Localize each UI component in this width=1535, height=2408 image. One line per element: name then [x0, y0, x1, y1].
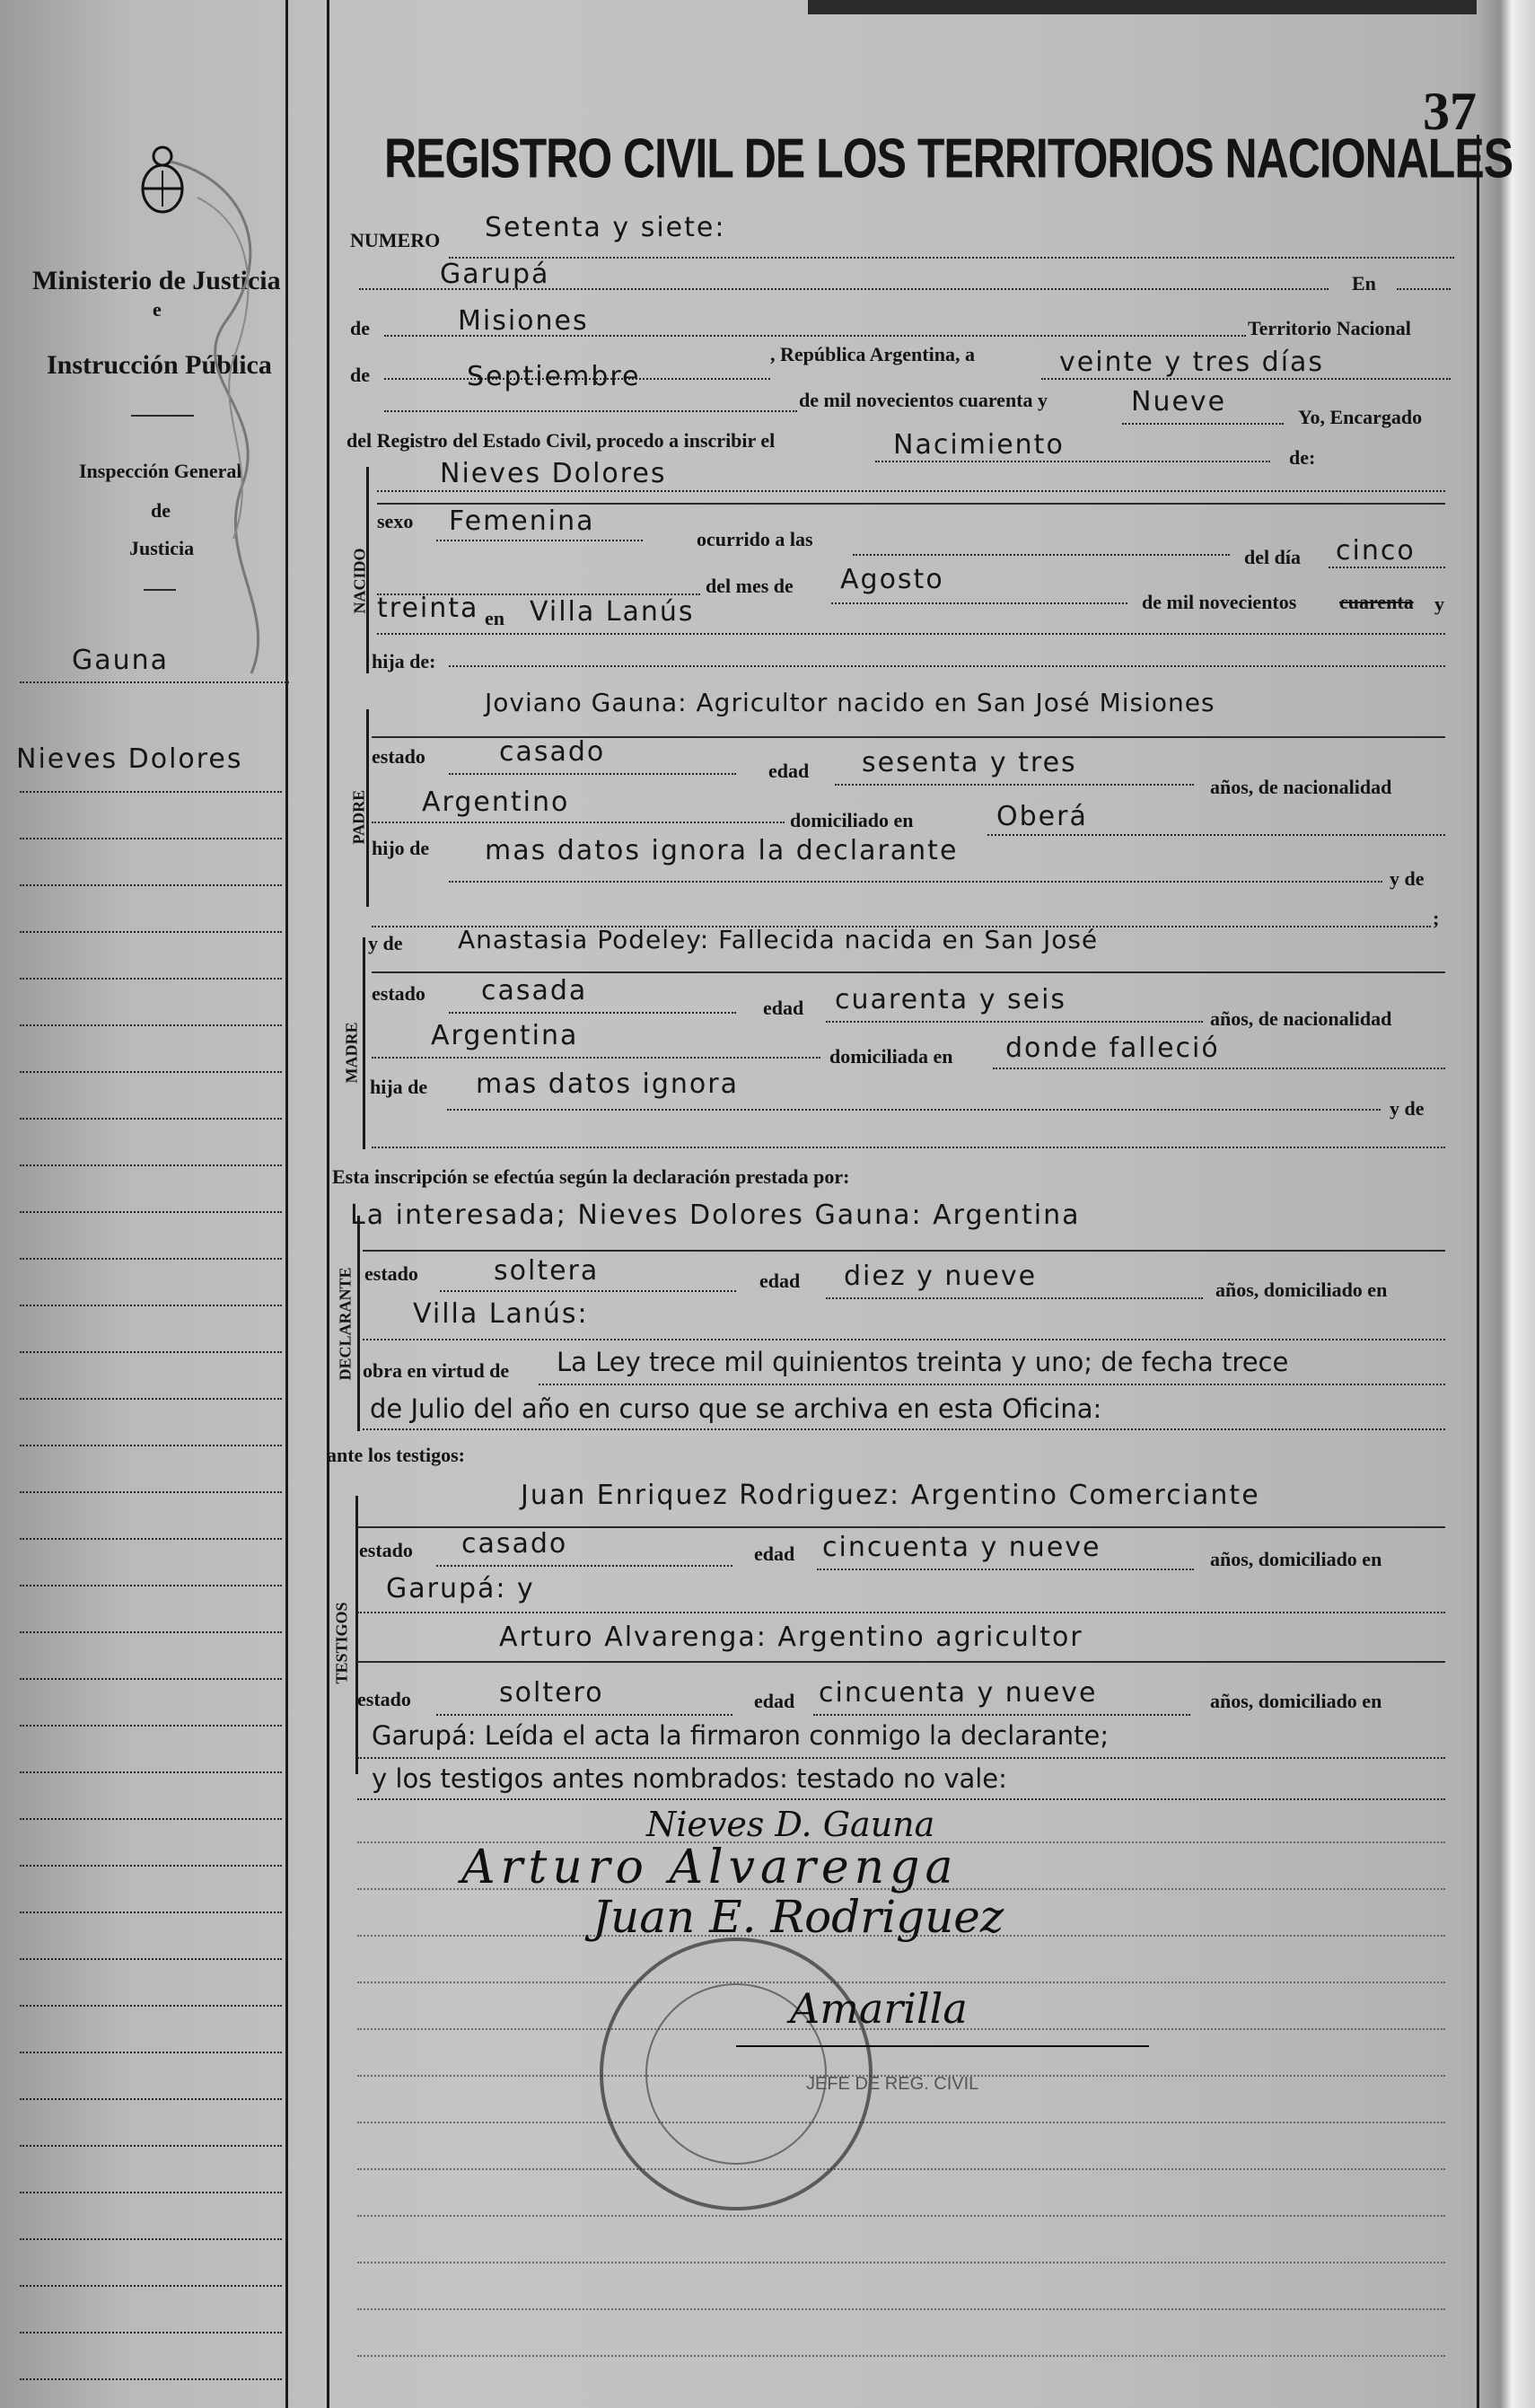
ministry-line-2: e [153, 298, 162, 321]
de-mil-novecientos-2-label: de mil novecientos [1142, 591, 1297, 613]
madre-nombre-value: Anastasia Podeley: Fallecida nacida en San José [458, 925, 1099, 954]
testigo2-nombre-rule [357, 1661, 1445, 1663]
nacido-label: NACIDO [350, 548, 369, 614]
dia-nac-value: cinco [1336, 535, 1416, 567]
declarante-nombre-rule [363, 1250, 1445, 1252]
de-label-2: de [350, 364, 370, 386]
madre-estado-line [449, 1011, 736, 1014]
ante-testigos-label: ante los testigos: [327, 1444, 465, 1466]
del-registro-label: del Registro del Estado Civil, procedo a inscribir el [346, 429, 776, 452]
testigo2-edad-line [813, 1713, 1190, 1716]
madre-estado-value: casada [481, 975, 588, 1006]
testigo1-estado-value: casado [461, 1528, 568, 1560]
sidebar-rule [20, 1024, 282, 1026]
padre-edad-line [835, 783, 1194, 786]
fecha-mes-line [384, 409, 797, 412]
nombre-rule [377, 503, 1445, 505]
sidebar-rule [20, 1817, 282, 1820]
sidebar-rule [20, 1957, 282, 1960]
sidebar-surname: Gauna [72, 645, 170, 676]
semicolon-label: ; [1433, 907, 1440, 929]
sidebar-rule [20, 1771, 282, 1773]
sexo-value: Femenina [449, 505, 595, 537]
cuarenta-struck-label: cuarenta [1339, 591, 1414, 613]
testigo2-estado-label: estado [357, 1688, 411, 1710]
madre-domiciliada-label: domiciliada en [829, 1045, 953, 1068]
declarante-estado-label: estado [364, 1262, 418, 1285]
padre-hijo-de-label: hijo de [372, 837, 430, 859]
mes-nac-line [831, 602, 1127, 604]
madre-label: MADRE [342, 1022, 361, 1084]
en-label: En [1352, 272, 1376, 294]
nombre-line [377, 489, 1445, 492]
margin-line-right [327, 0, 329, 2408]
declarante-edad-value: diez y nueve [844, 1261, 1038, 1292]
padre-estado-value: casado [499, 736, 606, 768]
padre-estado-label: estado [372, 745, 425, 768]
sidebar-rule [20, 2144, 282, 2147]
sidebar-rule [20, 1864, 282, 1867]
fecha-dia-value: veinte y tres días [1059, 347, 1325, 378]
lugar-nac-line [377, 632, 1445, 635]
sidebar-rule [20, 1397, 282, 1400]
body-rule [357, 2214, 1445, 2217]
mes-nac-value: Agosto [840, 564, 944, 595]
sidebar-rule [20, 1724, 282, 1727]
body-rule [357, 2261, 1445, 2263]
lugar-value: Garupá [440, 259, 550, 290]
padre-nacionalidad-line [372, 821, 785, 823]
yo-encargado-label: Yo, Encargado [1298, 406, 1423, 428]
numero-label: NUMERO [350, 229, 441, 251]
madre-hija-de-label: hija de [370, 1076, 428, 1098]
sidebar-rule [20, 1210, 282, 1213]
sidebar-rule [20, 1257, 282, 1260]
hija-de-line [449, 664, 1445, 667]
body-rule [357, 1841, 1445, 1843]
obra-line-2 [363, 1428, 1445, 1430]
sidebar-rule [20, 1911, 282, 1913]
testigo2-anos-label: años, domiciliado en [1210, 1690, 1382, 1712]
padre-nacionalidad-value: Argentino [422, 787, 570, 818]
republica-label: , República Argentina, a [770, 343, 975, 365]
madre-y-de-label: y de [368, 932, 403, 954]
sidebar-rule [20, 1677, 282, 1680]
de-colon-label: de: [1289, 446, 1316, 469]
firma-testigo-1: Juan E. Rodriguez [592, 1891, 1004, 1943]
sidebar-rule [20, 1444, 282, 1446]
lugar-nac-value: Villa Lanús [530, 596, 695, 628]
declarante-bracket [357, 1216, 360, 1431]
testigo2-nombre-value: Arturo Alvarenga: Argentino agricultor [499, 1621, 1083, 1653]
testigo1-anos-label: años, domiciliado en [1210, 1548, 1382, 1570]
madre-hija-de-line [447, 1108, 1381, 1111]
firma-encargado: Amarilla [790, 1984, 968, 2033]
madre-hija-de-value: mas datos ignora [476, 1068, 739, 1100]
padre-domicilio-line [987, 833, 1445, 836]
madre-extra-line [372, 1146, 1445, 1148]
cierre-line-2 [357, 1797, 1445, 1800]
testigos-label: TESTIGOS [332, 1602, 351, 1684]
jefe-registro-label: JEFE DE REG. CIVIL [806, 2074, 979, 2094]
sidebar-rule [20, 1164, 282, 1166]
padre-anos-label: años, de nacionalidad [1210, 776, 1392, 798]
page-edge [1477, 0, 1535, 2408]
padre-estado-line [449, 772, 736, 775]
body-rule [357, 1981, 1445, 1983]
hora-line [853, 553, 1230, 556]
cierre-line-1-value: Garupá: Leída el acta la firmaron conmigo la declarante; [372, 1720, 1110, 1751]
padre-edad-value: sesenta y tres [862, 747, 1077, 778]
de-mil-novecientos-label: de mil novecientos cuarenta y [799, 389, 1048, 411]
body-rule [357, 1934, 1445, 1937]
body-rule [357, 2027, 1445, 2030]
declarante-estado-value: soltera [494, 1255, 600, 1287]
declarante-label: DECLARANTE [336, 1267, 355, 1381]
testigo1-estado-label: estado [359, 1539, 413, 1561]
testigo1-estado-line [436, 1564, 732, 1567]
de-label-1: de [350, 317, 370, 339]
hija-de-label: hija de: [372, 650, 436, 672]
ministry-line-3: Instrucción Pública [47, 350, 272, 380]
sidebar-rule [20, 2237, 282, 2240]
sidebar-rule [20, 2191, 282, 2193]
sidebar-rule [20, 2051, 282, 2053]
scan-dark-strip [808, 0, 1535, 14]
declarante-domicilio-value: Villa Lanús: [413, 1298, 589, 1330]
inspection-line-2: de [151, 499, 171, 522]
numero-value: Setenta y siete: [485, 212, 726, 243]
firma-declarante: Nieves D. Gauna [646, 1805, 935, 1844]
firma-testigo-2: Arturo Alvarenga [461, 1841, 959, 1894]
testigo1-edad-value: cincuenta y nueve [822, 1532, 1101, 1563]
body-rule [357, 1887, 1445, 1890]
en-line [1397, 287, 1451, 290]
madre-anos-label: años, de nacionalidad [1210, 1007, 1392, 1030]
sidebar-rule [20, 1350, 282, 1353]
madre-edad-value: cuarenta y seis [835, 984, 1067, 1015]
territorio-value: Misiones [458, 305, 589, 337]
sidebar-rule [20, 883, 282, 886]
body-rule [357, 2074, 1445, 2077]
testigo2-edad-label: edad [754, 1690, 795, 1712]
signature-rule [736, 2045, 1149, 2047]
anio-nac-value: treinta [377, 593, 479, 624]
padre-domiciliado-label: domiciliado en [790, 809, 914, 831]
padre-y-de-label: y de [1390, 867, 1425, 890]
madre-edad-line [826, 1020, 1203, 1023]
madre-nombre-rule [372, 971, 1445, 973]
del-dia-label: del día [1244, 546, 1301, 568]
sidebar-rule [20, 837, 282, 839]
madre-nacionalidad-line [372, 1056, 820, 1059]
padre-edad-label: edad [768, 760, 810, 782]
body-rule [357, 2354, 1445, 2357]
acto-line [875, 460, 1270, 462]
madre-nacionalidad-value: Argentina [431, 1020, 579, 1051]
padre-nombre-value: Joviano Gauna: Agricultor nacido en San José Misiones [485, 688, 1215, 717]
numero-line [449, 256, 1454, 259]
dia-nac-line [1329, 566, 1445, 568]
madre-estado-label: estado [372, 982, 425, 1005]
padre-domicilio-value: Oberá [996, 801, 1088, 832]
inspection-line-3: Justicia [129, 537, 195, 559]
sidebar-rule [20, 930, 282, 933]
sidebar-scribble [135, 144, 296, 682]
anio-line [1122, 422, 1284, 425]
declarante-nombre-value: La interesada; Nieves Dolores Gauna: Argentina [350, 1200, 1081, 1231]
sidebar-rule [20, 790, 282, 793]
territorio-label: Territorio Nacional [1248, 317, 1411, 339]
document-title: REGISTRO CIVIL DE LOS TERRITORIOS NACIONALES [384, 127, 1513, 190]
testigo1-domicilio-line [357, 1611, 1445, 1613]
sidebar-rule [20, 2331, 282, 2333]
testigo1-edad-line [817, 1568, 1194, 1570]
nombre-value: Nieves Dolores [440, 458, 667, 489]
sidebar-rule [20, 1490, 282, 1493]
sidebar-rule [20, 681, 289, 683]
sidebar-given-names: Nieves Dolores [16, 743, 243, 775]
esta-inscripcion-label: Esta inscripción se efectúa según la declaración prestada por: [332, 1165, 850, 1188]
ocurrido-label: ocurrido a las [697, 528, 813, 550]
padre-hijo-de-value: mas datos ignora la declarante [485, 835, 959, 866]
sidebar-rule [20, 1117, 282, 1120]
madre-y-de-end-label: y de [1390, 1097, 1425, 1120]
sidebar-rule [20, 2377, 282, 2380]
acto-value: Nacimiento [893, 429, 1065, 461]
inspection-line-1: Inspección General [79, 460, 242, 482]
sexo-line [436, 539, 643, 541]
del-mes-label: del mes de [706, 575, 794, 597]
y-label: y [1434, 593, 1444, 615]
testigos-bracket [355, 1496, 358, 1774]
madre-bracket [363, 937, 365, 1149]
sidebar-rule [20, 1537, 282, 1540]
sidebar-rule [20, 1630, 282, 1633]
obra-line-2-value: de Julio del año en curso que se archiva en esta Oficina: [370, 1393, 1102, 1424]
padre-label: PADRE [349, 789, 368, 845]
testigo1-nombre-value: Juan Enriquez Rodriguez: Argentino Comerciante [521, 1480, 1260, 1511]
padre-hijo-de-line [449, 880, 1382, 883]
madre-domicilio-line [993, 1067, 1445, 1069]
body-rule [357, 2121, 1445, 2123]
declarante-edad-label: edad [759, 1270, 801, 1292]
sidebar-rule [20, 2004, 282, 2007]
testigo1-domicilio-value: Garupá: y [386, 1573, 535, 1604]
declarante-anos-label: años, domiciliado en [1215, 1279, 1388, 1301]
madre-domicilio-value: donde falleció [1005, 1033, 1220, 1064]
sidebar-rule [20, 2097, 282, 2100]
declarante-estado-line [440, 1289, 736, 1292]
obra-line-1 [539, 1383, 1445, 1385]
testigo1-edad-label: edad [754, 1542, 795, 1565]
testigo2-estado-line [436, 1713, 732, 1716]
anio-value: Nueve [1131, 386, 1227, 417]
obra-line-1-value: La Ley trece mil quinientos treinta y uno; de fecha trece [557, 1347, 1289, 1377]
sidebar-rule [20, 1070, 282, 1073]
body-rule [357, 2307, 1445, 2310]
madre-edad-label: edad [763, 997, 804, 1019]
cierre-line-1 [357, 1756, 1445, 1759]
body-rule [357, 2167, 1445, 2170]
ministry-line-1: Ministerio de Justicia [32, 266, 281, 295]
sidebar-rule [20, 1304, 282, 1306]
fecha-mes-value: Septiembre [467, 361, 641, 392]
cierre-line-2-value: y los testigos antes nombrados: testado no vale: [372, 1763, 1007, 1794]
sexo-label: sexo [377, 510, 414, 532]
testigo2-edad-value: cincuenta y nueve [819, 1677, 1098, 1709]
declarante-domicilio-line [363, 1338, 1445, 1340]
en-lower-label: en [485, 607, 504, 629]
testigo2-estado-value: soltero [499, 1677, 604, 1709]
page-number: 37 [1423, 82, 1477, 141]
obra-en-virtud-label: obra en virtud de [363, 1359, 510, 1382]
declarante-edad-line [826, 1296, 1203, 1299]
sidebar-rule [20, 977, 282, 980]
sidebar-rule [20, 2284, 282, 2287]
right-border-line [1477, 135, 1479, 2408]
sidebar-rule [20, 1584, 282, 1586]
